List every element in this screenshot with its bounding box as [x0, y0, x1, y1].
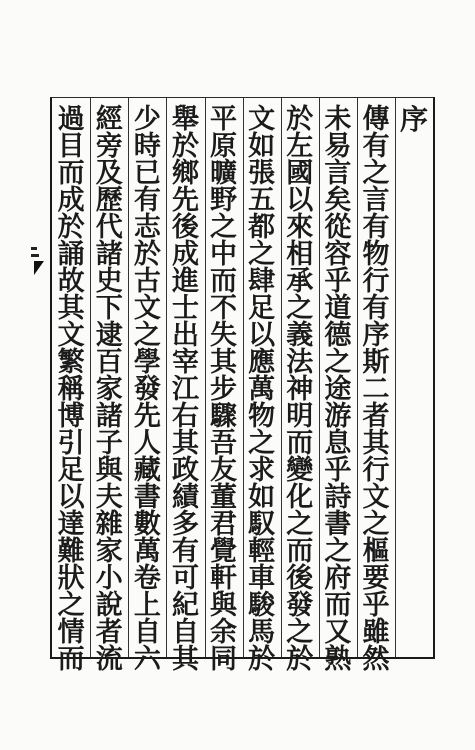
character: 書 [324, 509, 352, 540]
character: 之 [133, 320, 161, 351]
character: 言 [324, 158, 352, 189]
character: 有 [362, 293, 390, 324]
character: 百 [95, 347, 123, 378]
character: 史 [95, 266, 123, 297]
character: 成 [171, 239, 199, 270]
character: 而 [286, 536, 314, 567]
fold-wedge [34, 261, 44, 275]
character: 紀 [171, 590, 199, 621]
character: 家 [95, 374, 123, 405]
character: 先 [171, 185, 199, 216]
character: 未 [324, 104, 352, 135]
character: 斯 [362, 347, 390, 378]
character: 中 [210, 239, 238, 270]
character: 與 [95, 455, 123, 486]
character: 化 [286, 482, 314, 513]
character: 法 [286, 347, 314, 378]
character: 故 [57, 266, 85, 297]
character: 右 [171, 401, 199, 432]
text-frame [50, 97, 435, 675]
character: 應 [248, 347, 276, 378]
text-column [52, 98, 90, 675]
text-column [90, 98, 128, 675]
character: 行 [362, 455, 390, 486]
character: 而 [324, 590, 352, 621]
character: 軒 [210, 563, 238, 594]
character: 書 [133, 482, 161, 513]
character: 鄉 [171, 158, 199, 189]
character: 乎 [324, 266, 352, 297]
character: 逮 [95, 320, 123, 351]
character: 稱 [57, 374, 85, 405]
fold-tick [31, 254, 39, 257]
character: 之 [286, 509, 314, 540]
fold-marks [31, 247, 47, 289]
character: 乎 [324, 455, 352, 486]
character: 而 [286, 428, 314, 459]
character: 達 [57, 509, 85, 540]
character: 平 [210, 104, 238, 135]
character: 績 [171, 482, 199, 513]
text-column [357, 98, 395, 675]
character: 國 [286, 158, 314, 189]
character: 五 [248, 185, 276, 216]
character: 之 [362, 158, 390, 189]
character: 文 [362, 482, 390, 513]
character: 都 [248, 212, 276, 243]
character: 狀 [57, 563, 85, 594]
character: 德 [324, 320, 352, 351]
character: 息 [324, 428, 352, 459]
character: 流 [95, 644, 123, 675]
character: 物 [248, 401, 276, 432]
character: 馭 [248, 509, 276, 540]
character: 於 [171, 131, 199, 162]
character: 情 [57, 617, 85, 648]
character: 駿 [248, 590, 276, 621]
character: 發 [133, 374, 161, 405]
text-column [319, 98, 357, 675]
character: 以 [57, 482, 85, 513]
character: 乎 [362, 590, 390, 621]
character: 於 [286, 104, 314, 135]
character: 出 [171, 320, 199, 351]
character: 余 [210, 617, 238, 648]
character: 其 [171, 428, 199, 459]
text-column [243, 98, 281, 675]
character: 傳 [362, 104, 390, 135]
character: 來 [286, 212, 314, 243]
character: 其 [171, 644, 199, 675]
character: 容 [324, 239, 352, 270]
character: 古 [133, 266, 161, 297]
character: 學 [133, 347, 161, 378]
character: 熟 [324, 644, 352, 675]
character: 董 [210, 482, 238, 513]
character: 之 [286, 293, 314, 324]
text-column [281, 98, 319, 675]
character: 政 [171, 455, 199, 486]
character: 不 [210, 293, 238, 324]
character: 可 [171, 563, 199, 594]
character: 舉 [171, 104, 199, 135]
character: 數 [133, 509, 161, 540]
character: 而 [210, 266, 238, 297]
character: 過 [57, 104, 85, 135]
character: 左 [286, 131, 314, 162]
character: 與 [210, 590, 238, 621]
character: 如 [248, 482, 276, 513]
character: 博 [57, 401, 85, 432]
character: 者 [95, 617, 123, 648]
character: 其 [210, 347, 238, 378]
character: 之 [248, 239, 276, 270]
character: 萬 [133, 536, 161, 567]
character: 歷 [95, 185, 123, 216]
character: 誦 [57, 239, 85, 270]
character: 神 [286, 374, 314, 405]
character: 樞 [362, 536, 390, 567]
character: 易 [324, 131, 352, 162]
character: 已 [133, 158, 161, 189]
character: 萬 [248, 374, 276, 405]
character: 張 [248, 158, 276, 189]
character: 諸 [95, 401, 123, 432]
character: 馬 [248, 617, 276, 648]
character: 成 [57, 185, 85, 216]
character: 從 [324, 212, 352, 243]
character: 人 [133, 428, 161, 459]
character: 自 [133, 617, 161, 648]
character: 其 [57, 293, 85, 324]
character: 府 [324, 563, 352, 594]
character: 途 [324, 374, 352, 405]
character: 驟 [210, 401, 238, 432]
character: 而 [57, 158, 85, 189]
character: 言 [362, 185, 390, 216]
character: 下 [95, 293, 123, 324]
character: 二 [362, 374, 390, 405]
character: 者 [362, 401, 390, 432]
character: 之 [57, 590, 85, 621]
text-column [205, 98, 243, 675]
character: 於 [133, 239, 161, 270]
character: 步 [210, 374, 238, 405]
character: 之 [324, 536, 352, 567]
character: 明 [286, 401, 314, 432]
character: 友 [210, 455, 238, 486]
character: 有 [362, 212, 390, 243]
text-column [128, 98, 166, 675]
character: 諸 [95, 239, 123, 270]
character: 文 [248, 104, 276, 135]
character: 道 [324, 293, 352, 324]
character: 之 [286, 617, 314, 648]
character: 覺 [210, 536, 238, 567]
character: 肆 [248, 266, 276, 297]
character: 經 [95, 104, 123, 135]
character: 物 [362, 239, 390, 270]
character: 吾 [210, 428, 238, 459]
character: 其 [362, 428, 390, 459]
character: 求 [248, 455, 276, 486]
character: 要 [362, 563, 390, 594]
character: 之 [210, 212, 238, 243]
fold-tick [31, 247, 37, 250]
character: 而 [57, 644, 85, 675]
text-column [166, 98, 204, 675]
character: 之 [248, 428, 276, 459]
character: 行 [362, 266, 390, 297]
character: 足 [248, 293, 276, 324]
character: 之 [324, 347, 352, 378]
character: 說 [95, 590, 123, 621]
character: 代 [95, 212, 123, 243]
character: 文 [57, 320, 85, 351]
character: 小 [95, 563, 123, 594]
character: 家 [95, 536, 123, 567]
character: 旁 [95, 131, 123, 162]
character: 後 [286, 563, 314, 594]
character: 之 [362, 509, 390, 540]
character: 上 [133, 590, 161, 621]
character: 相 [286, 239, 314, 270]
character: 野 [210, 185, 238, 216]
character: 宰 [171, 347, 199, 378]
character: 志 [133, 212, 161, 243]
character: 子 [95, 428, 123, 459]
character: 繁 [57, 347, 85, 378]
character: 士 [171, 293, 199, 324]
character: 於 [248, 644, 276, 675]
character: 少 [133, 104, 161, 135]
character: 以 [248, 320, 276, 351]
character: 於 [57, 212, 85, 243]
page-title: 序 [399, 103, 428, 136]
character: 曠 [210, 158, 238, 189]
character: 六 [133, 644, 161, 675]
character: 原 [210, 131, 238, 162]
character: 自 [171, 617, 199, 648]
character: 發 [286, 590, 314, 621]
character: 同 [210, 644, 238, 675]
character: 矣 [324, 185, 352, 216]
character: 卷 [133, 563, 161, 594]
character: 如 [248, 131, 276, 162]
title-column [395, 98, 433, 658]
character: 於 [286, 644, 314, 675]
character: 有 [133, 185, 161, 216]
character: 及 [95, 158, 123, 189]
character: 車 [248, 563, 276, 594]
character: 義 [286, 320, 314, 351]
character: 雜 [95, 509, 123, 540]
character: 江 [171, 374, 199, 405]
character: 又 [324, 617, 352, 648]
character: 引 [57, 428, 85, 459]
character: 詩 [324, 482, 352, 513]
character: 游 [324, 401, 352, 432]
character: 難 [57, 536, 85, 567]
character: 君 [210, 509, 238, 540]
character: 先 [133, 401, 161, 432]
character: 後 [171, 212, 199, 243]
character: 輕 [248, 536, 276, 567]
character: 以 [286, 185, 314, 216]
character: 夫 [95, 482, 123, 513]
character: 目 [57, 131, 85, 162]
character: 足 [57, 455, 85, 486]
character: 進 [171, 266, 199, 297]
character: 文 [133, 293, 161, 324]
character: 承 [286, 266, 314, 297]
character: 有 [362, 131, 390, 162]
character: 有 [171, 536, 199, 567]
character: 序 [362, 320, 390, 351]
character: 多 [171, 509, 199, 540]
character: 然 [362, 644, 390, 675]
character: 雖 [362, 617, 390, 648]
character: 變 [286, 455, 314, 486]
character: 時 [133, 131, 161, 162]
character: 藏 [133, 455, 161, 486]
character: 失 [210, 320, 238, 351]
